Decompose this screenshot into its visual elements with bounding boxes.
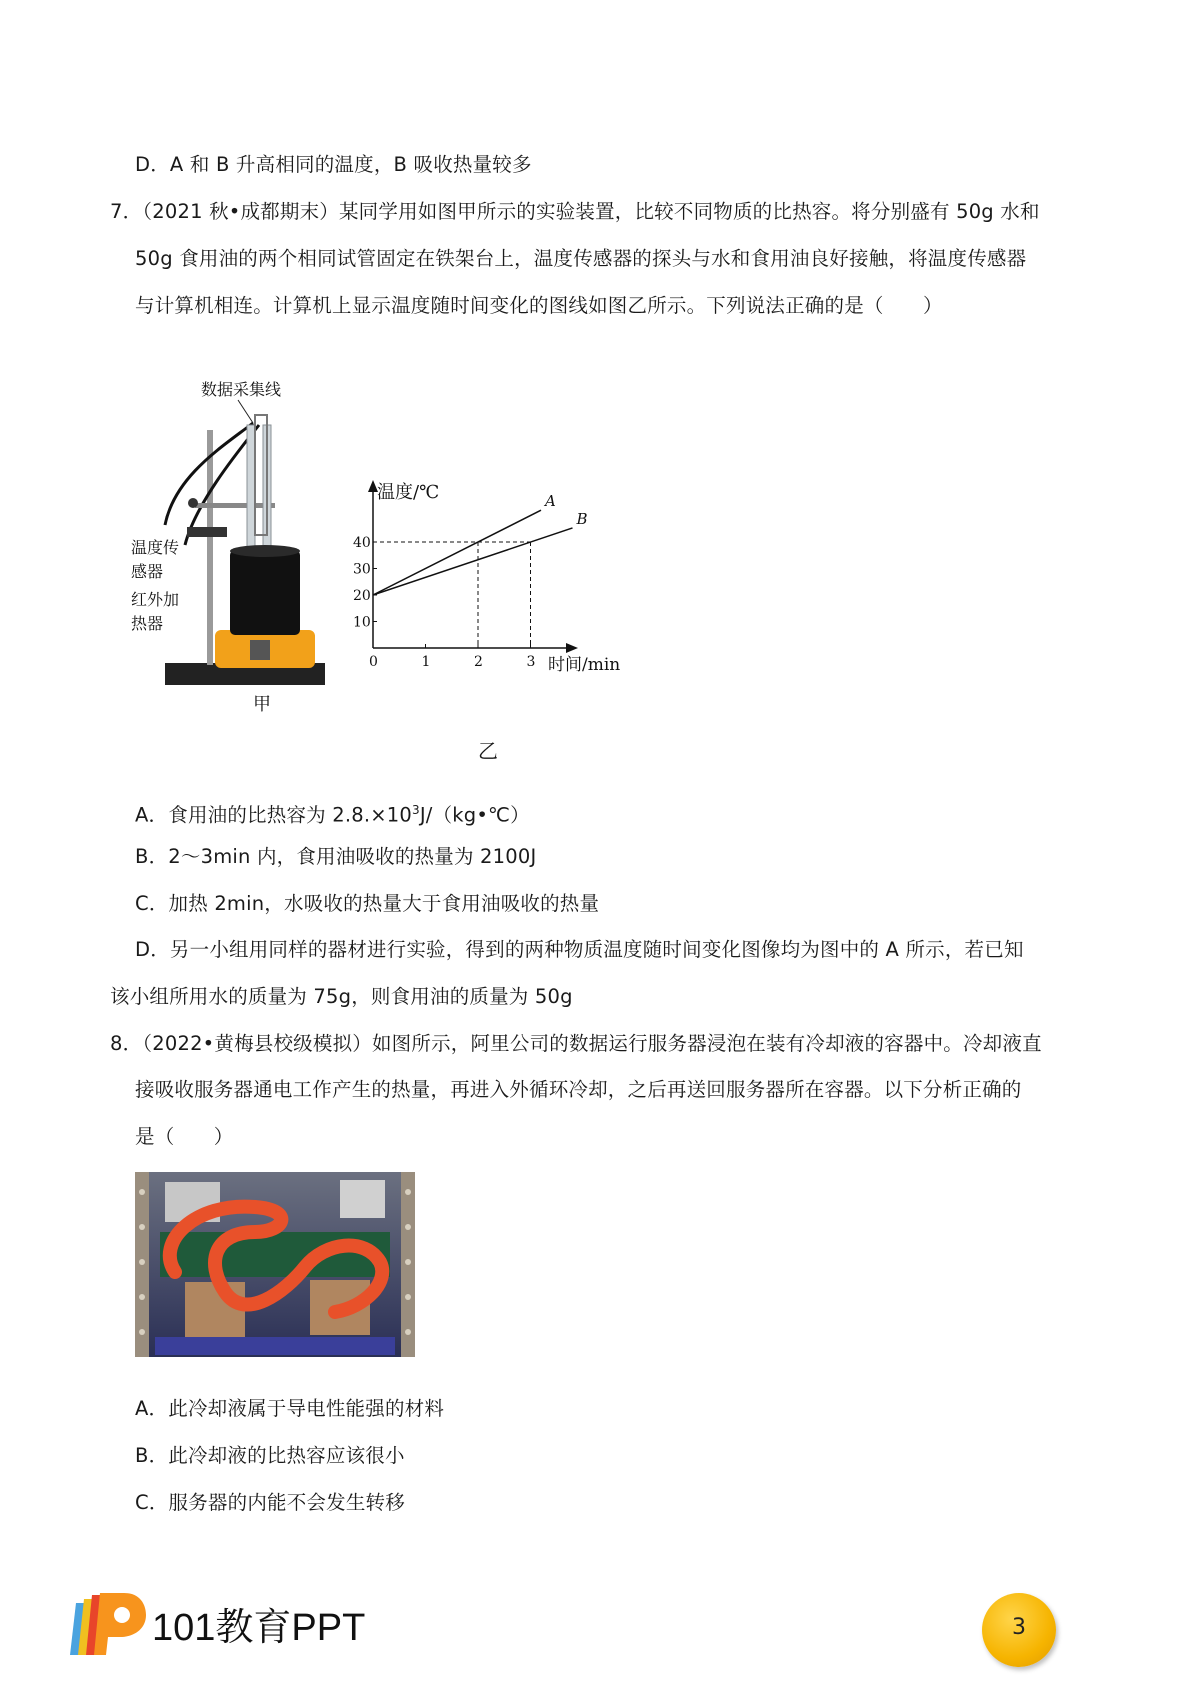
p-logo-icon [70,1593,146,1655]
experiment-apparatus-figure [131,380,345,715]
q8-stem-line-3: 是（ ） [135,1125,234,1148]
y-tick-label: 30 [353,561,371,578]
page-number: 3 [1012,1615,1026,1640]
figure-yi-caption: 乙 [478,739,498,763]
y-tick-label: 40 [353,535,371,551]
x-tick-label: 2 [474,654,483,670]
q8-option-c: C．服务器的内能不会发生转移 [135,1491,405,1514]
series-line-A [373,510,541,595]
logo-text: 101教育PPT [152,1607,366,1649]
x-tick-label: 1 [421,654,431,670]
q7-option-c: C．加热 2min，水吸收的热量大于食用油吸收的热量 [135,892,600,915]
sensor-label-2: 感器 [131,562,164,581]
chart-ticks [353,535,535,670]
x-axis-label: 时间/min [548,655,621,675]
cable-label: 数据采集线 [201,380,282,399]
q8-option-b: B．此冷却液的比热容应该很小 [135,1444,405,1467]
q7-option-a-text: A．食用油的比热容为 2.8.×10 [135,803,412,827]
q7-stem-line-3: 与计算机相连。计算机上显示温度随时间变化的图线如图乙所示。下列说法正确的是（ ） [135,294,943,317]
y-tick-label: 10 [353,614,371,631]
q7-stem-line-1: 7．（2021 秋•成都期末）某同学用如图甲所示的实验装置，比较不同物质的比热容。将分别盛有 50g 水和 [110,200,1040,223]
series-label-A: A [545,492,556,511]
q8-stem-line-2: 接吸收服务器通电工作产生的热量，再进入外循环冷却，之后再送回服务器所在容器。以下分析正确的 [135,1078,1022,1101]
q7-option-d-line-2: 该小组所用水的质量为 75g，则食用油的质量为 50g [110,985,573,1008]
series-line-B [373,528,573,595]
q7-option-a-exponent: 3 [412,803,420,817]
temperature-time-chart [353,482,685,770]
q7-option-d-line-1: D．另一小组用同样的器材进行实验，得到的两种物质温度随时间变化图像均为图中的 A 所示，若已知 [135,938,1024,961]
chart-series [373,492,588,595]
x-tick-label: 3 [526,654,536,670]
sensor-label-1: 温度传 [131,538,180,557]
heater-body [230,550,300,635]
heater-label-1: 红外加 [131,590,180,609]
series-label-B: B [576,509,588,528]
q7-stem-line-2: 50g 食用油的两个相同试管固定在铁架台上，温度传感器的探头与水和食用油良好接触，将温度传感器 [135,247,1027,270]
brand-logo [62,1585,366,1660]
q7-option-b: B．2～3min 内，食用油吸收的热量为 2100J [135,845,537,868]
q7-option-a-unit: J/（kg•℃） [419,803,530,827]
q7-option-a [135,798,530,828]
q8-stem-line-1: 8．（2022•黄梅县校级模拟）如图所示，阿里公司的数据运行服务器浸泡在装有冷却液的容器中。冷却液直 [110,1032,1042,1055]
page-number-badge [982,1593,1056,1667]
q8-option-a: A．此冷却液属于导电性能强的材料 [135,1397,445,1420]
stand-rod [207,430,213,665]
y-axis-label: 温度/℃ [377,482,440,503]
q6-option-d: D．A 和 B 升高相同的温度，B 吸收热量较多 [135,153,532,176]
heater-label-2: 热器 [131,614,164,633]
x-tick-label: 0 [369,654,378,670]
y-tick-label: 20 [353,588,371,604]
figure-jia-caption: 甲 [253,694,271,715]
x-axis-arrow [566,643,578,653]
chart-guides [373,542,531,648]
server-immersion-photo [135,1172,415,1357]
